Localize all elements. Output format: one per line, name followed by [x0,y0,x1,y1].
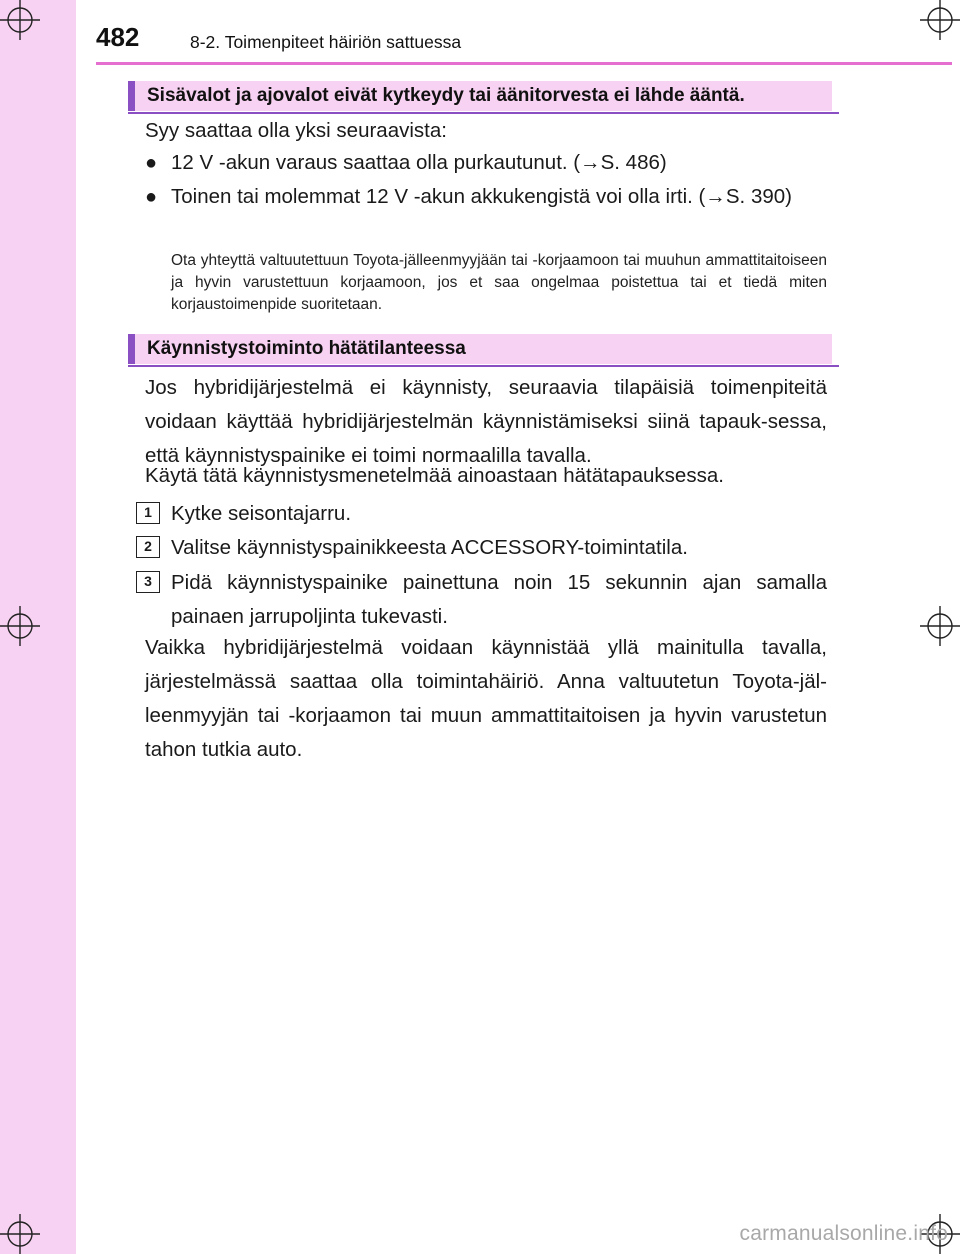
crop-mark-icon [0,606,40,646]
note-text: Ota yhteyttä valtuutettuun Toyota-jälleenmyyjään tai -korjaamoon tai muuhun ammattitaitoiseen ja hyvin varustettuun korjaamoon, jos et saa ongelmaa poistettua tai et tiedä miten korjaustoimenpide suoritetaan. [171,252,827,313]
crop-mark-icon [920,606,960,646]
bullet-icon: ● [145,186,158,208]
section-title-bar [128,81,832,111]
crop-mark-icon [920,0,960,40]
crop-mark-icon [0,1214,40,1254]
bullet-item: Toinen tai molemmat 12 V -akun akkukengistä voi olla irti. (→S. 390) [171,185,792,208]
section-title-bar [128,334,832,364]
crop-mark-icon [0,0,40,40]
bullet-item: 12 V -akun varaus saattaa olla purkautunut. (→S. 486) [171,151,667,174]
body-paragraph: Jos hybridijärjestelmä ei käynnisty, seuraavia tilapäisiä toimenpiteitä voidaan käyttää hybridijärjestelmän käynnistämiseksi siinä tapauk-sessa, että käynnistyspainike ei toimi normaalilla tavalla. [145,376,827,467]
watermark: carmanualsonline.info [739,1222,948,1245]
chapter-heading: 8-2. Toimenpiteet häiriön sattuessa [190,32,462,52]
page-number: 482 [96,22,140,52]
section-title: Käynnistystoiminto hätätilanteessa [147,338,466,359]
step-text: Kytke seisontajarru. [171,502,352,525]
step-number-badge: 2 [136,536,160,558]
body-paragraph: Vaikka hybridijärjestelmä voidaan käynnistää yllä mainitulla tavalla, järjestelmässä saattaa olla toimintahäiriö. Anna valtuutetun Toyota-jäl-leenmyyjän tai -korjaamon tai muun ammattitaitoisen ja hyvin varustetun tahon tutkia auto. [145,636,827,761]
step-number-badge: 1 [136,502,160,524]
step-text: Pidä käynnistyspainike painettuna noin 15 sekunnin ajan samalla painaen jarrupoljinta tukevasti. [171,571,827,628]
intro-text: Syy saattaa olla yksi seuraavista: [145,119,447,142]
header-divider [96,62,952,65]
section-title: Sisävalot ja ajovalot eivät kytkeydy tai äänitorvesta ei lähde ääntä. [147,85,745,106]
step-text: Valitse käynnistyspainikkeesta ACCESSORY-toimintatila. [171,536,688,559]
body-paragraph: Käytä tätä käynnistysmenetelmää ainoastaan hätätapauksessa. [145,464,724,487]
section-title-underline [128,365,839,367]
bullet-icon: ● [145,152,158,174]
step-number-badge: 3 [136,571,160,593]
